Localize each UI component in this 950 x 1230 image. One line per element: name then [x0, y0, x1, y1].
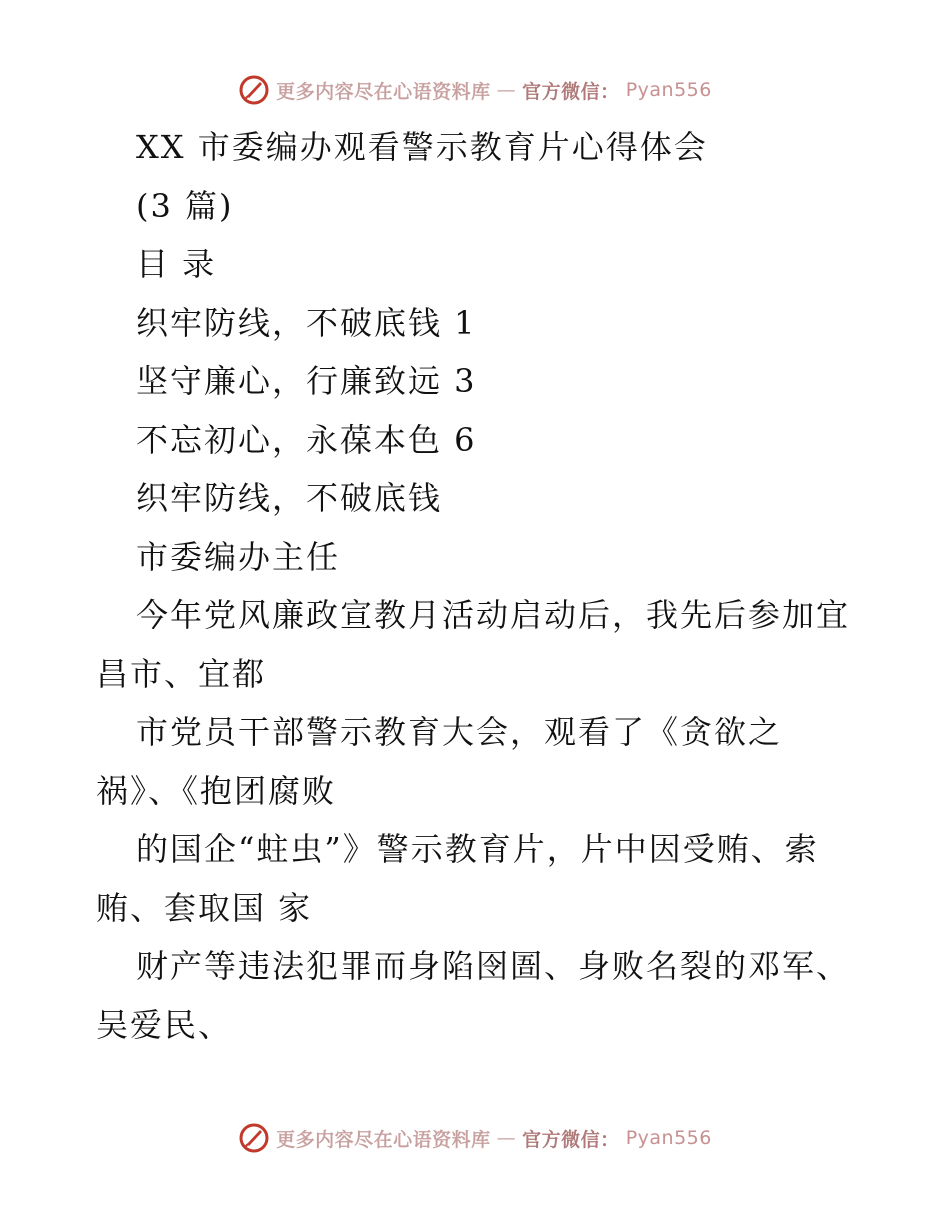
- quill-logo-icon: [238, 1122, 270, 1154]
- toc-item: 不忘初心，永葆本色 6: [136, 420, 477, 459]
- banner-wechat-label: 官方微信：: [522, 1128, 620, 1151]
- toc-item: 织牢防线，不破底钱 1: [136, 303, 477, 342]
- toc-item: 坚守廉心，行廉致远 3: [136, 362, 477, 400]
- footer-watermark-banner: [0, 1118, 950, 1158]
- section-title: 织牢防线，不破底钱: [136, 479, 443, 517]
- banner-dash: —: [496, 1127, 517, 1149]
- body-line: 吴爱民、: [96, 1005, 233, 1044]
- body-line: 的国企“蛀虫”》警示教育片，片中因受贿、索: [136, 830, 819, 868]
- body-line: 市党员干部警示教育大会，观看了《贪欲之: [136, 713, 783, 751]
- body-line: 祸》、《抱团腐败: [96, 771, 337, 810]
- body-line: 贿、套取国 家: [96, 888, 313, 927]
- banner-wechat-id: Pyan556: [625, 79, 712, 101]
- document-body: [96, 118, 866, 1054]
- quill-logo-icon: [238, 74, 270, 106]
- body-line: 昌市、宜都: [96, 654, 267, 693]
- banner-main-text: 更多内容尽在心语资料库: [276, 80, 491, 103]
- banner-wechat-label: 官方微信：: [522, 80, 620, 103]
- toc-heading: 目 录: [136, 245, 217, 283]
- document-subtitle: (3 篇): [136, 186, 234, 225]
- banner-dash: —: [496, 79, 517, 101]
- banner-main-text: 更多内容尽在心语资料库: [276, 1128, 491, 1151]
- header-watermark-banner: [0, 70, 950, 110]
- body-line: 财产等违法犯罪而身陷囹圄、身败名裂的邓军、: [136, 947, 851, 985]
- document-title: XX 市委编办观看警示教育片心得体会: [136, 128, 708, 166]
- banner-wechat-id: Pyan556: [625, 1127, 712, 1149]
- section-author: 市委编办主任: [136, 537, 341, 576]
- body-line: 今年党风廉政宣教月活动启动后，我先后参加宜: [136, 596, 851, 634]
